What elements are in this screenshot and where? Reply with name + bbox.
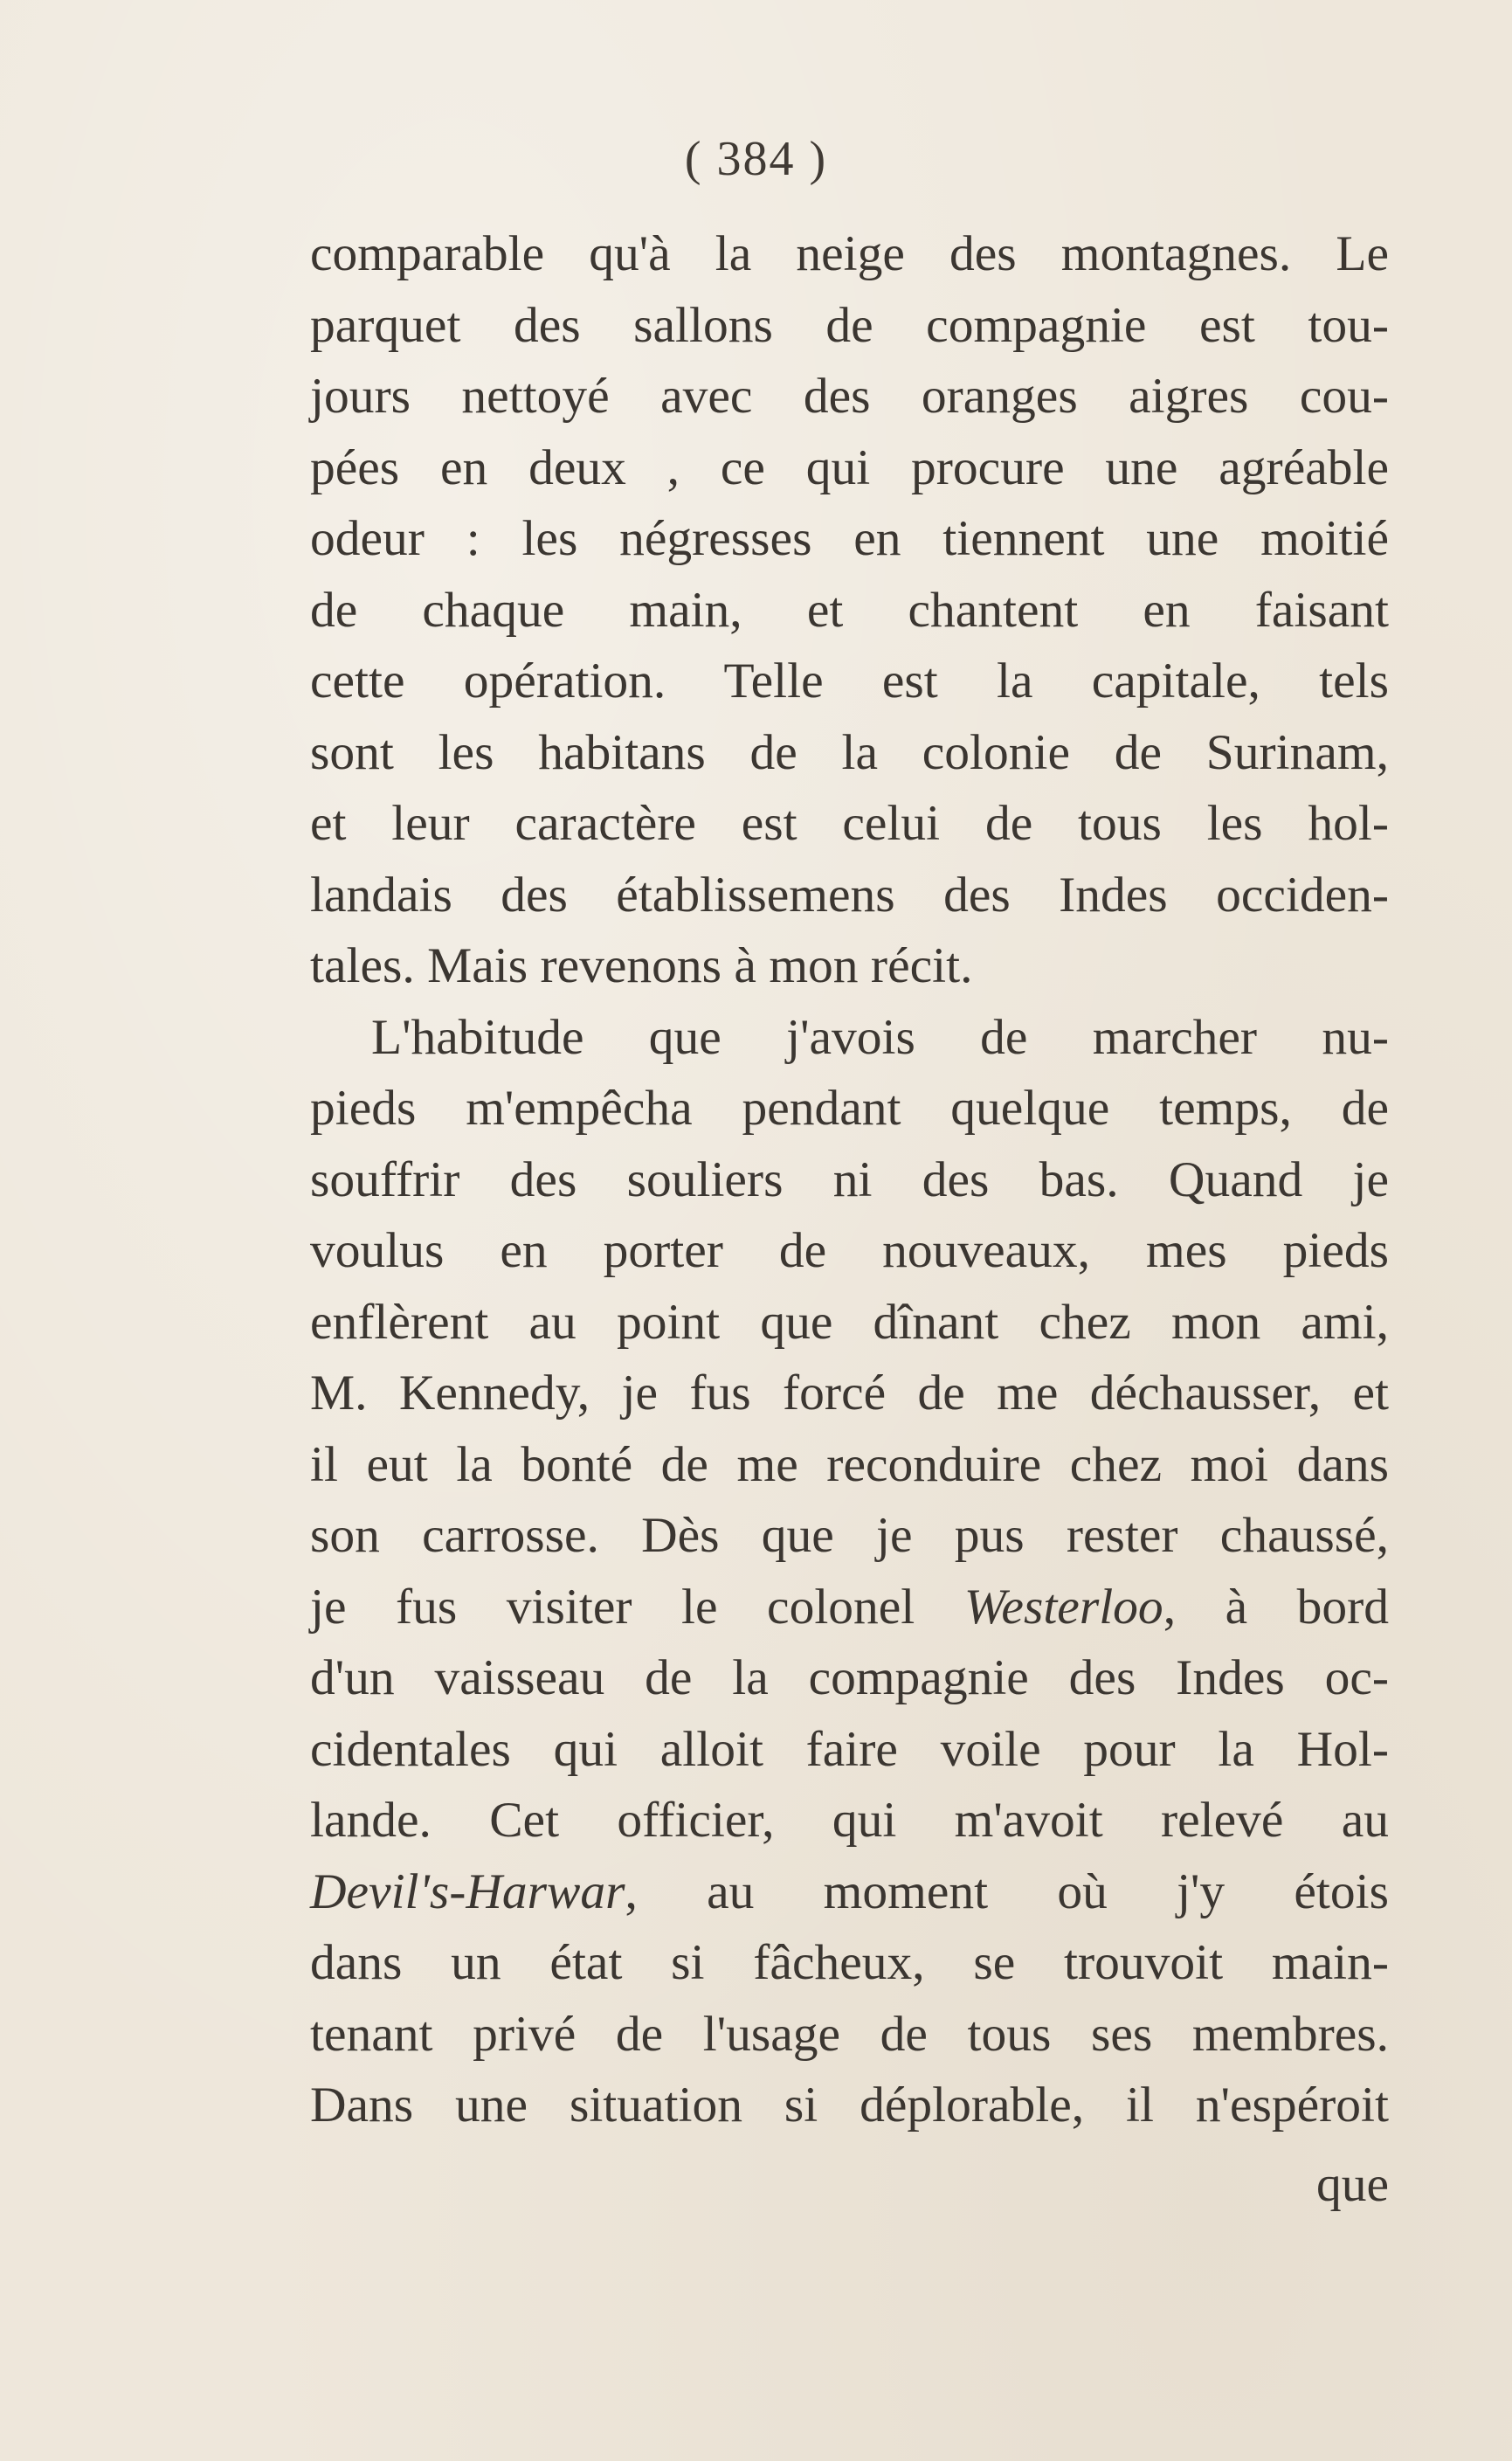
catchword: que bbox=[1315, 2157, 1389, 2212]
text-line-13: pieds m'empêcha pendant quelque temps, de bbox=[310, 1081, 1389, 1136]
text-line-23: lande. Cet officier, qui m'avoit relevé au bbox=[310, 1793, 1389, 1848]
text-line-20-start: je fus visiter le colonel bbox=[310, 1579, 915, 1635]
text-line-8: sont les habitans de la colonie de Surinam, bbox=[310, 724, 1389, 780]
text-line-18: il eut la bonté de me reconduire chez moi dans bbox=[310, 1436, 1389, 1492]
text-line-20-end: , à bord bbox=[1163, 1579, 1390, 1635]
place-name-devils-harwar: Devil's-Harwar bbox=[310, 1863, 625, 1919]
text-line-27: Dans une situation si déplorable, il n'espéroit bbox=[310, 2077, 1389, 2133]
text-line-11: tales. Mais revenons à mon récit. bbox=[310, 938, 973, 993]
text-line-19: son carrosse. Dès que je pus rester chaussé, bbox=[310, 1508, 1389, 1563]
text-line-1: comparable qu'à la neige des montagnes. Le bbox=[310, 226, 1389, 281]
text-line-22: cidentales qui alloit faire voile pour la Hol- bbox=[310, 1721, 1389, 1777]
text-line-4: pées en deux , ce qui procure une agréable bbox=[310, 439, 1389, 495]
text-line-16: enflèrent au point que dînant chez mon ami, bbox=[310, 1294, 1389, 1350]
text-line-12: L'habitude que j'avois de marcher nu- bbox=[371, 1009, 1389, 1065]
text-line-14: souffrir des souliers ni des bas. Quand je bbox=[310, 1151, 1389, 1207]
text-line-5: odeur : les négresses en tiennent une moitié bbox=[310, 511, 1389, 566]
text-line-20 bbox=[310, 1572, 1389, 1643]
text-line-26: tenant privé de l'usage de tous ses membres. bbox=[310, 2006, 1389, 2062]
body-text bbox=[310, 218, 1389, 2141]
page-number: ( 384 ) bbox=[684, 132, 828, 186]
text-line-25: dans un état si fâcheux, se trouvoit main- bbox=[310, 1935, 1389, 1990]
ship-name-westerloo: Westerloo bbox=[963, 1579, 1163, 1635]
text-line-21: d'un vaisseau de la compagnie des Indes oc- bbox=[310, 1650, 1389, 1705]
text-line-15: voulus en porter de nouveaux, mes pieds bbox=[310, 1223, 1389, 1278]
text-line-3: jours nettoyé avec des oranges aigres cou- bbox=[310, 369, 1389, 424]
text-line-6: de chaque main, et chantent en faisant bbox=[310, 582, 1389, 638]
text-line-17: M. Kennedy, je fus forcé de me déchausser, et bbox=[310, 1365, 1389, 1421]
text-line-9: et leur caractère est celui de tous les hol- bbox=[310, 796, 1389, 851]
text-line-2: parquet des sallons de compagnie est tou- bbox=[310, 297, 1389, 353]
text-line-24 bbox=[310, 1856, 1389, 1928]
text-line-10: landais des établissemens des Indes occiden- bbox=[310, 867, 1389, 923]
text-line-7: cette opération. Telle est la capitale, tels bbox=[310, 653, 1389, 709]
text-line-24-end: , au moment où j'y étois bbox=[625, 1863, 1389, 1919]
